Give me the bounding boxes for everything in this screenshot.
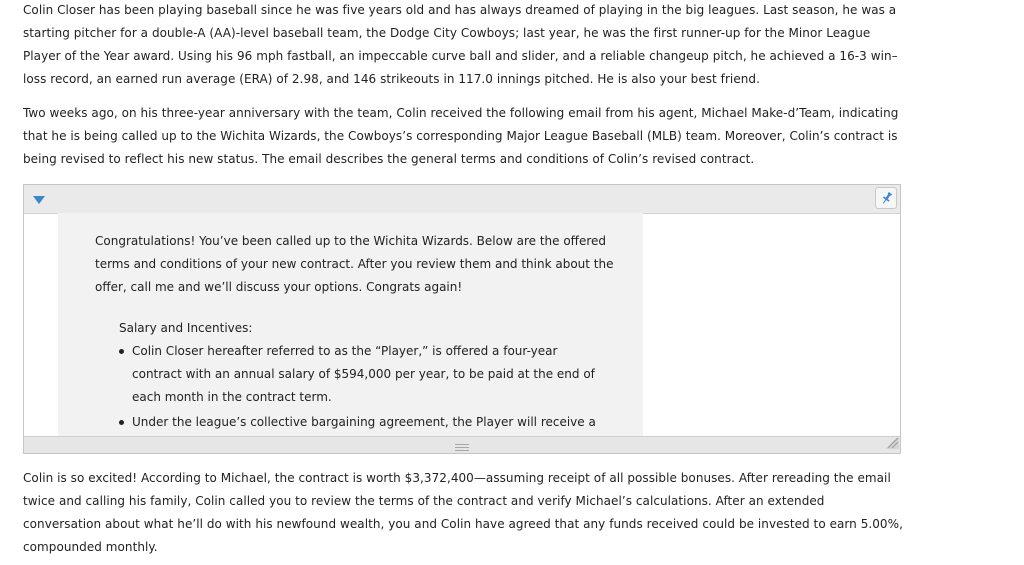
email-intro: Congratulations! You’ve been called up to the Wichita Wizards. Below are the offered terms and conditions of your new contract. After you review them and think about the offer, call me and we’ll discuss your options. Congrats again! — [95, 234, 614, 294]
panel-footer — [24, 436, 900, 453]
pin-button[interactable] — [875, 187, 897, 209]
intro-paragraph: Colin Closer has been playing baseball since he was five years old and has always dreamed of playing in the big leagues. Last season, he was a starting pitcher for a double-A (AA)-level baseball team, the Dodge City Cowboys; last year, he was the first runner-up for the Minor League Player of the Year award. Using his 96 mph fastball, an impeccable curve ball and slider, and a reliable changeup pitch, he achieved a 16-3 win–loss record, an earned run average (ERA) of 2.98, and 146 strikeouts in 117.0 innings pitched. He is also your best friend. — [23, 3, 898, 86]
conclusion-paragraph: Colin is so excited! According to Michael, the contract is worth $3,372,400—assuming receipt of all possible bonuses. After rereading the email twice and calling his family, Colin called you to review the terms of the contract and verify Michael’s calculations. After an extended conversation about what he’ll do with his newfound wealth, you and Colin have agreed that any funds received could be invested to earn 5.00%, compounded monthly. — [23, 471, 903, 554]
list-item: Under the league’s collective bargaining agreement, the Player will receive a — [119, 411, 599, 434]
email-body[interactable] — [58, 213, 643, 438]
triangle-down-icon[interactable] — [32, 194, 46, 204]
grip-lines-icon[interactable] — [455, 441, 469, 455]
terms-list — [119, 340, 599, 436]
list-item: Colin Closer hereafter referred to as the “Player,” is offered a four-year contract with an annual salary of $594,000 per year, to be paid at the end of each month in the contract term. — [119, 340, 599, 409]
resize-corner-icon[interactable] — [885, 435, 899, 452]
panel-header — [24, 185, 900, 214]
email-panel — [23, 184, 901, 454]
email-context-paragraph: Two weeks ago, on his three-year anniversary with the team, Colin received the following email from his agent, Michael Make-d’Team, indicating that he is being called up to the Wichita Wizards, the Cowboys’s corresponding Major League Baseball (MLB) team. Moreover, Colin’s contract is being revised to reflect his new status. The email describes the general terms and conditions of Colin’s revised contract. — [23, 106, 899, 166]
section-title: Salary and Incentives: — [119, 321, 253, 335]
